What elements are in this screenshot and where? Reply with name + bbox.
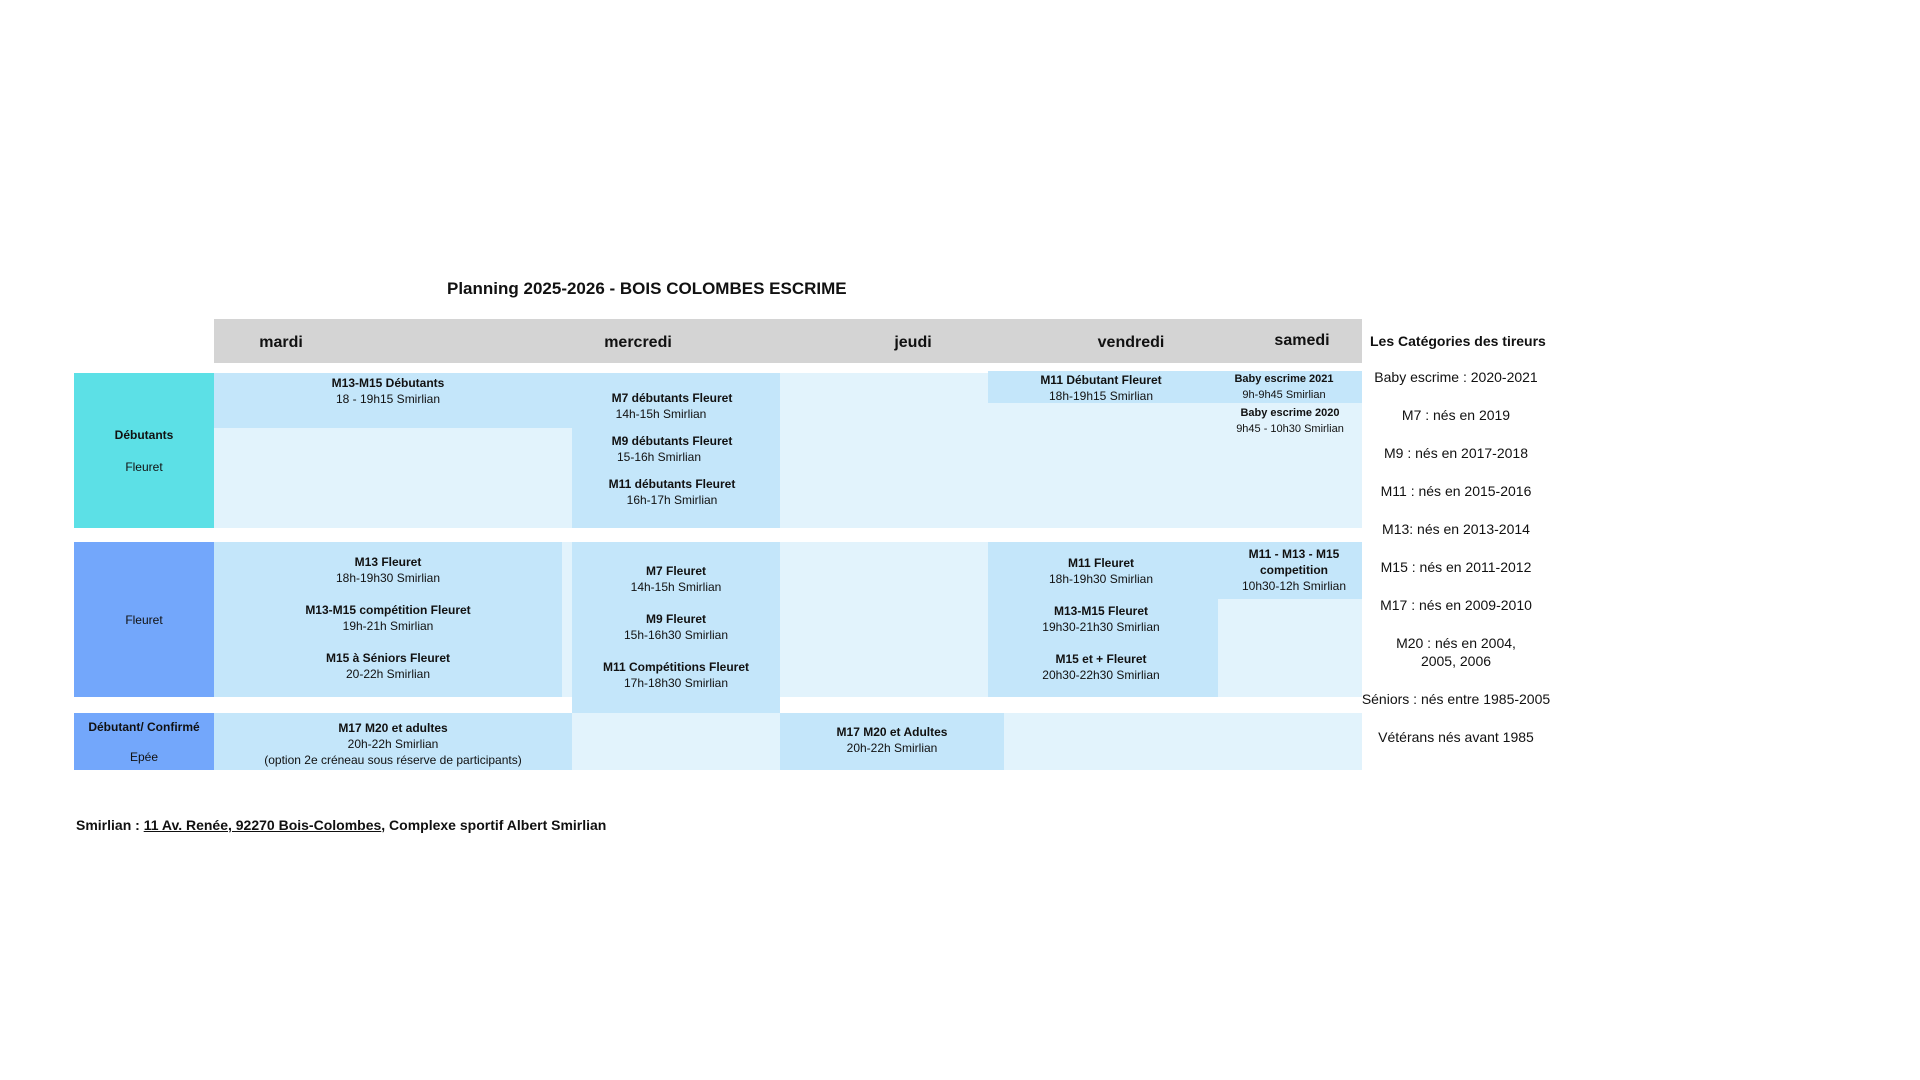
session-r3-jeudi <box>780 724 1004 756</box>
session-r2-mercredi <box>572 563 780 691</box>
day-header-samedi: samedi <box>1274 332 1330 349</box>
session-name: M13 Fleuret <box>354 555 422 569</box>
session-r2-samedi <box>1226 546 1362 594</box>
session-name: Baby escrime 2020 <box>1240 407 1340 419</box>
session-time: 9h-9h45 Smirlian <box>1242 389 1326 401</box>
session-name: M11 Compétitions Fleuret <box>602 660 750 674</box>
day-header-mardi: mardi <box>259 334 303 351</box>
session-time: 9h45 - 10h30 Smirlian <box>1236 423 1344 435</box>
session-r1-samedi-1 <box>1214 371 1354 403</box>
session-time: 14h-15h Smirlian <box>630 580 722 594</box>
session-time: 17h-18h30 Smirlian <box>623 676 729 690</box>
session-name: M15 à Séniors Fleuret <box>325 651 451 665</box>
address-footer <box>76 817 606 833</box>
session-time: 20h30-22h30 Smirlian <box>1042 668 1160 682</box>
session-name: Baby escrime 2021 <box>1234 373 1334 385</box>
day-header-mercredi: mercredi <box>604 334 672 351</box>
category-item: M9 : nés en 2017-2018 <box>1384 445 1528 461</box>
session-name: M9 débutants Fleuret <box>611 434 733 448</box>
session-name: M11 - M13 - M15 competition <box>1248 547 1340 577</box>
session-name: M13-M15 Fleuret <box>1053 604 1149 618</box>
address-link[interactable]: 11 Av. Renée, 92270 Bois-Colombes <box>143 817 382 833</box>
session-name: M15 et + Fleuret <box>1055 652 1147 666</box>
row-label-title: Débutants <box>114 427 174 442</box>
session-note: (option 2e créneau sous réserve de participants) <box>264 753 522 767</box>
session-time: 18 - 19h15 Smirlian <box>335 392 441 406</box>
category-item: M11 : nés en 2015-2016 <box>1380 483 1532 499</box>
session-r3-mardi <box>214 720 572 768</box>
session-time: 16h-17h Smirlian <box>626 493 718 507</box>
category-item: Baby escrime : 2020-2021 <box>1374 369 1538 385</box>
category-item: M13: nés en 2013-2014 <box>1382 521 1530 537</box>
categories-list <box>1356 368 1556 746</box>
session-name: M11 débutants Fleuret <box>608 477 736 491</box>
categories-title: Les Catégories des tireurs <box>1370 333 1546 349</box>
session-time: 10h30-12h Smirlian <box>1241 579 1347 593</box>
session-name: M11 Fleuret <box>1067 556 1135 570</box>
session-time: 18h-19h15 Smirlian <box>1048 389 1154 403</box>
session-r2-vendredi <box>988 555 1214 683</box>
session-time: 14h-15h Smirlian <box>615 407 707 421</box>
session-name: M7 Fleuret <box>645 564 706 578</box>
row-label-epee <box>74 713 214 770</box>
row-label-sub: Fleuret <box>125 612 163 627</box>
session-name: M13-M15 compétition Fleuret <box>305 603 471 617</box>
row-label-title: Débutant/ Confirmé <box>88 719 200 734</box>
session-time: 15h-16h30 Smirlian <box>623 628 729 642</box>
session-time: 19h30-21h30 Smirlian <box>1042 620 1160 634</box>
category-item: M17 : nés en 2009-2010 <box>1380 597 1532 613</box>
row-label-debutants <box>74 373 214 528</box>
page-title: Planning 2025-2026 - BOIS COLOMBES ESCRIME <box>447 279 847 298</box>
day-header-bar <box>214 319 1362 363</box>
session-r2-mardi <box>214 554 562 682</box>
session-r1-mercredi <box>572 390 772 508</box>
session-r1-mardi <box>250 375 526 407</box>
session-name: M13-M15 Débutants <box>331 376 445 390</box>
session-time: 20h-22h Smirlian <box>846 741 938 755</box>
day-header-vendredi: vendredi <box>1097 334 1165 351</box>
session-r1-samedi-2 <box>1218 405 1362 437</box>
day-header-jeudi: jeudi <box>894 334 932 351</box>
session-name: M7 débutants Fleuret <box>611 391 733 405</box>
category-item: Séniors : nés entre 1985-2005 <box>1361 691 1551 707</box>
session-time: 18h-19h30 Smirlian <box>1048 572 1154 586</box>
session-name: M9 Fleuret <box>645 612 706 626</box>
category-item: M20 : nés en 2004, 2005, 2006 <box>1396 635 1516 669</box>
session-name: M17 M20 et Adultes <box>836 725 948 739</box>
footer-label: Smirlian : <box>76 817 144 833</box>
category-item: M7 : nés en 2019 <box>1401 407 1511 423</box>
session-time: 18h-19h30 Smirlian <box>335 571 441 585</box>
session-time: 20-22h Smirlian <box>345 667 431 681</box>
category-item: Vétérans nés avant 1985 <box>1378 729 1534 745</box>
session-r1-vendredi <box>988 372 1214 404</box>
session-name: M17 M20 et adultes <box>338 721 448 735</box>
session-time: 19h-21h Smirlian <box>342 619 434 633</box>
session-time: 20h-22h Smirlian <box>347 737 439 751</box>
row-label-sub: Epée <box>129 749 159 764</box>
footer-rest: , Complexe sportif Albert Smirlian <box>381 817 607 833</box>
row-label-fleuret <box>74 542 214 697</box>
category-item: M15 : nés en 2011-2012 <box>1380 559 1532 575</box>
session-time: 15-16h Smirlian <box>616 450 702 464</box>
row-label-sub: Fleuret <box>125 459 163 474</box>
session-name: M11 Débutant Fleuret <box>1040 373 1162 387</box>
